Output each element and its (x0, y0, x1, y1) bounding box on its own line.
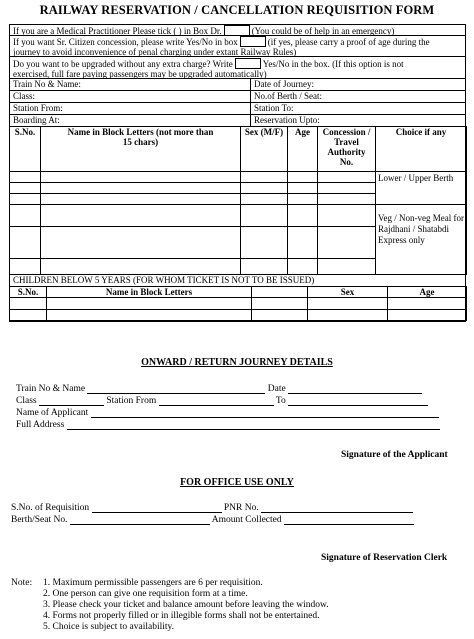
medical-label: If you are a Medical Practitioner Please tick ( ) in Box Dr. (13, 26, 222, 35)
journey-station-from-label: Station From (106, 396, 157, 406)
boarding-at-field[interactable]: Boarding At: (13, 115, 60, 125)
senior-label: If you want Sr. Citizen concession, please write Yes/No in box (13, 37, 238, 47)
senior-note-cont: journey to avoid inconvenience of penal charging under extant Railway Rules) (13, 47, 297, 56)
passenger-table (9, 126, 467, 275)
child-header-empty (252, 287, 308, 298)
journey-train-field[interactable] (16, 384, 422, 394)
journey-to-label: To (275, 396, 286, 406)
office-berth-field[interactable] (11, 515, 414, 525)
child-header-sex: Sex (308, 287, 388, 298)
station-from-field[interactable]: Station From: (13, 103, 63, 113)
journey-date-label: Date (267, 384, 286, 394)
station-to-field[interactable]: Station To: (250, 103, 465, 114)
list-item: 2. One person can give one requisition form at a time. (43, 589, 248, 599)
header-concession: Concession / Travel Authority No. (318, 127, 376, 172)
journey-heading: ONWARD / RETURN JOURNEY DETAILS (141, 357, 333, 368)
journey-applicant-field[interactable] (16, 408, 439, 418)
medical-row (10, 25, 465, 36)
medical-note: (You could be of help in an emergency) (251, 26, 395, 35)
office-berth-label: Berth/Seat No. (11, 515, 68, 525)
children-table (9, 286, 467, 321)
office-heading: FOR OFFICE USE ONLY (180, 477, 294, 488)
upgrade-note-cont: exercised, full fare paying passengers may be upgraded automatically) (13, 69, 267, 78)
header-choice: Choice if any (376, 127, 467, 172)
journey-class-field[interactable] (16, 396, 428, 406)
child-header-name: Name in Block Letters (47, 287, 252, 298)
table-row (10, 172, 467, 183)
class-berth-row (10, 91, 465, 103)
office-pnr-label: PNR No. (223, 503, 259, 513)
table-row (10, 310, 467, 321)
train-date-row (10, 79, 465, 91)
notes-label: Note: (11, 578, 33, 588)
list-item: 5. Choice is subject to availability. (43, 622, 175, 632)
office-sno-label: S.No. of Requisition (11, 503, 90, 513)
notes-list (43, 578, 329, 633)
journey-address-field[interactable] (16, 420, 440, 430)
choice-meal-note: Veg / Non-veg Meal for Rajdhani / Shatabdi Express only (376, 205, 467, 275)
header-sex: Sex (M/F) (241, 127, 288, 172)
form-frame (9, 24, 466, 322)
upgrade-label: Do you want to be upgraded without any extra charge? Write (13, 59, 233, 69)
train-no-field[interactable]: Train No & Name: (13, 79, 81, 89)
header-sno: S.No. (10, 127, 41, 172)
child-header-sno: S.No. (10, 287, 47, 298)
date-of-journey-field[interactable]: Date of Journey: (250, 79, 465, 90)
choice-berth-note: Lower / Upper Berth (376, 172, 467, 205)
clerk-signature-label: Signature of Reservation Clerk (321, 553, 448, 563)
list-item: 3. Please check your ticket and balance amount before leaving the window. (43, 600, 329, 610)
office-sno-field[interactable] (11, 503, 413, 513)
medical-checkbox[interactable] (224, 25, 250, 35)
station-row (10, 103, 465, 115)
office-amount-label: Amount Collected (211, 515, 282, 525)
journey-class-label: Class (16, 396, 37, 406)
table-row (10, 205, 467, 227)
senior-yesno-box[interactable] (240, 36, 266, 47)
children-heading-row (10, 275, 465, 287)
upgrade-yesno-box[interactable] (235, 58, 261, 69)
table-row (10, 298, 467, 310)
children-header-row (10, 287, 467, 298)
senior-note: (if yes, please carry a proof of age during the (267, 37, 430, 47)
form-title: RAILWAY RESERVATION / CANCELLATION REQUISITION FORM (39, 3, 435, 17)
class-field[interactable]: Class: (13, 91, 36, 101)
senior-row (10, 36, 465, 57)
boarding-row (10, 115, 465, 127)
child-header-age: Age (388, 287, 467, 298)
children-heading: CHILDREN BELOW 5 YEARS (FOR WHOM TICKET IS NOT TO BE ISSUED) (13, 275, 315, 285)
notes-block (11, 578, 329, 633)
reservation-upto-field[interactable]: Reservation Upto: (250, 115, 465, 126)
upgrade-row (10, 57, 465, 79)
upgrade-note: Yes/No in the box. (If this option is not (262, 59, 404, 69)
header-age: Age (288, 127, 318, 172)
list-item: 4. Forms not properly filled or in illegible forms shall not be entertained. (43, 611, 320, 621)
berth-seat-field[interactable]: No.of Berth / Seat: (250, 91, 465, 102)
journey-train-label: Train No & Name (16, 384, 86, 394)
journey-address-label: Full Address (16, 420, 65, 430)
applicant-signature-label: Signature of the Applicant (341, 450, 448, 460)
header-name: Name in Block Letters (not more than 15 chars) (41, 127, 241, 172)
passenger-header-row (10, 127, 467, 172)
list-item: 1. Maximum permissible passengers are 6 per requisition. (43, 578, 263, 588)
journey-applicant-label: Name of Applicant (16, 408, 89, 418)
